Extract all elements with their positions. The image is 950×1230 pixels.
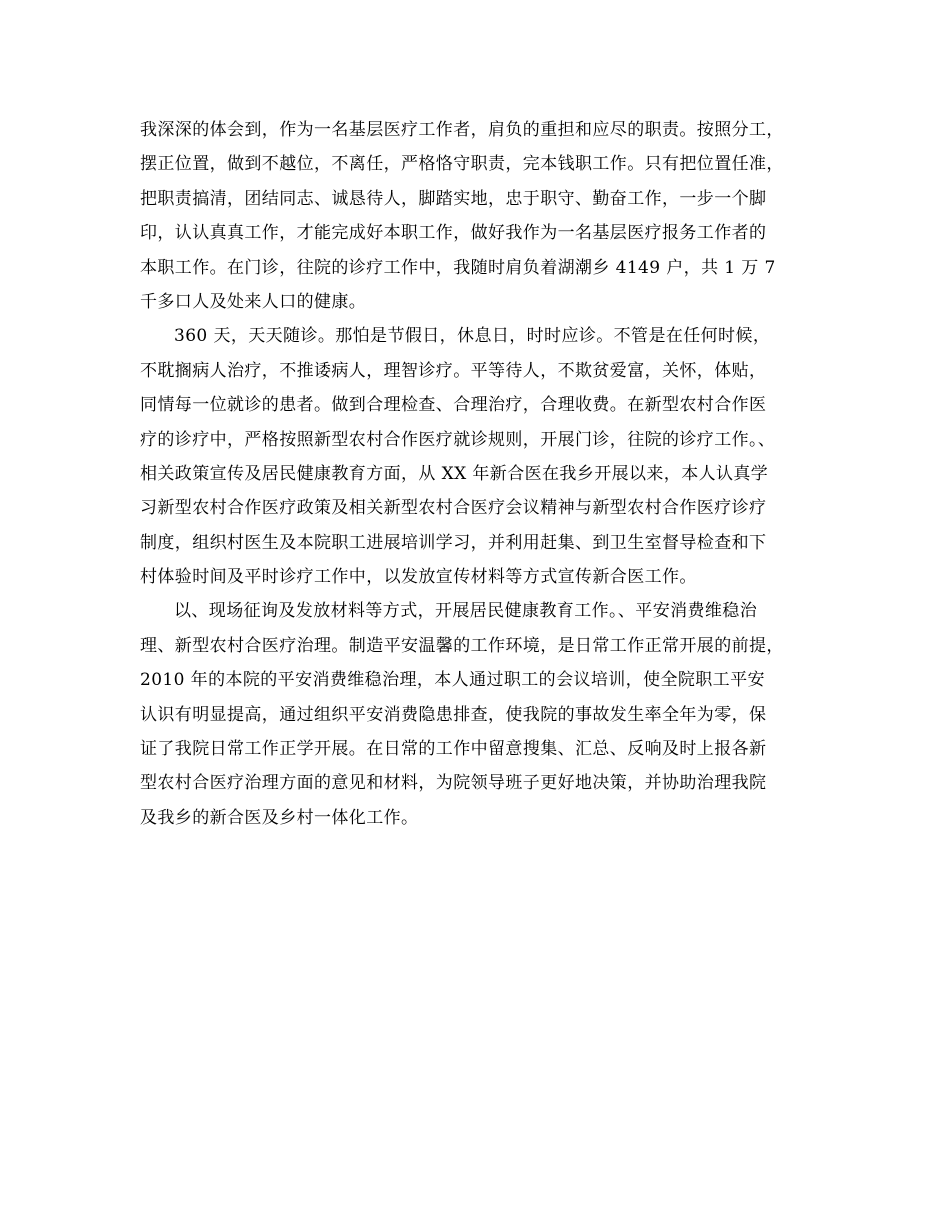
text-line: 不耽搁病人治疗，不推诿病人，理智诊疗。平等待人，不欺贫爱富，关怀，体贴， [140, 360, 767, 381]
text-line: 村体验时间及平时诊疗工作中，以发放宣传材料等方式宣传新合医工作。 [140, 567, 697, 588]
text-line: 2010 年的本院的平安消费维稳治理，本人通过职工的会议培训，使全院职工平安 [140, 670, 765, 691]
paragraph-3 [140, 594, 820, 835]
text-line: 相关政策宣传及居民健康教育方面，从 XX 年新合医在我乡开展以来，本人认真学 [140, 463, 769, 484]
body-text [140, 113, 820, 835]
text-line: 本职工作。在门诊，往院的诊疗工作中，我随时肩负着湖潮乡 4149 户，共 1 万 7 [140, 257, 776, 278]
text-line: 360 天，天天随诊。那怕是节假日，休息日，时时应诊。不管是在任何时候， [174, 326, 771, 347]
paragraph-1 [140, 113, 820, 319]
text-line: 证了我院日常工作正学开展。在日常的工作中留意搜集、汇总、反响及时上报各新 [140, 739, 767, 760]
text-line: 把职责搞清，团结同志、诚恳待人，脚踏实地，忠于职守、勤奋工作，一步一个脚 [140, 188, 767, 209]
paragraph-2 [140, 319, 820, 594]
text-line: 千多口人及处来人口的健康。 [140, 291, 367, 312]
text-line: 制度，组织村医生及本院职工进展培训学习，并利用赶集、到卫生室督导检查和下 [140, 532, 767, 553]
text-line: 理、新型农村合医疗治理。制造平安温馨的工作环境，是日常工作正常开展的前提， [140, 635, 784, 656]
text-line: 疗的诊疗中，严格按照新型农村合作医疗就诊规则，开展门诊，往院的诊疗工作。、 [140, 429, 776, 450]
text-line: 我深深的体会到，作为一名基层医疗工作者，肩负的重担和应尽的职责。按照分工， [140, 120, 784, 140]
text-line: 及我乡的新合医及乡村一体化工作。 [140, 807, 419, 828]
text-line: 摆正位置，做到不越位，不离任，严格恪守职责，完本钱职工作。只有把位置任准， [140, 154, 784, 175]
text-line: 认识有明显提高，通过组织平安消费隐患排查，使我院的事故发生率全年为零，保 [140, 704, 767, 725]
text-line: 同情每一位就诊的患者。做到合理检查、合理治疗，合理收费。在新型农村合作医 [140, 395, 767, 416]
text-line: 习新型农村合作医疗政策及相关新型农村合医疗会议精神与新型农村合作医疗诊疗 [140, 498, 767, 519]
text-line: 以、现场征询及发放材料等方式，开展居民健康教育工作。、平安消费维稳治 [174, 601, 758, 622]
text-line: 印，认认真真工作，才能完成好本职工作，做好我作为一名基层医疗报务工作者的 [140, 223, 767, 244]
text-line: 型农村合医疗治理方面的意见和材料，为院领导班子更好地决策，并协助治理我院 [140, 773, 767, 794]
